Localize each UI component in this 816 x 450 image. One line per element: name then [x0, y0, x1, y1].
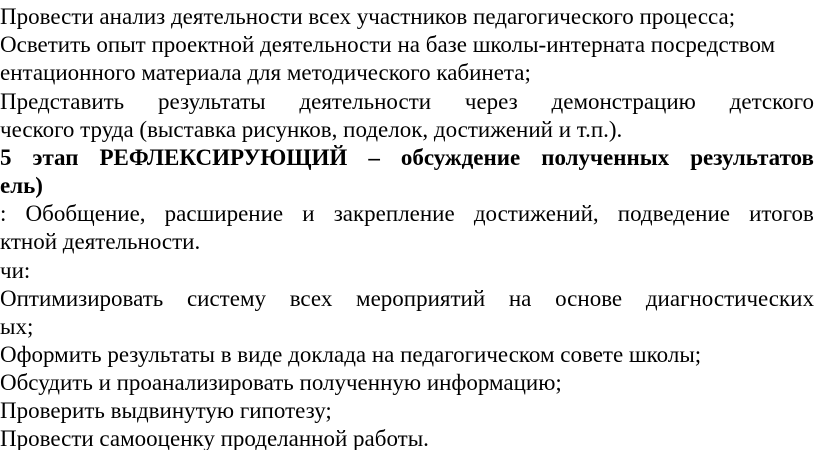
stage-heading-continued: ель): [0, 173, 43, 198]
word: систему: [186, 286, 266, 311]
text-line-5: ческого труда (выставка рисунков, поделок, достижений и т.п.).: [0, 117, 623, 142]
word: детского: [729, 89, 814, 114]
word: результаты: [157, 89, 266, 114]
word: итогов: [749, 201, 814, 226]
text-line-10: чи:: [0, 258, 31, 283]
word: деятельности: [299, 89, 432, 114]
text-line-1: Провести анализ деятельности всех участников педагогического процесса;: [0, 4, 736, 29]
text-line-12: ых;: [0, 314, 34, 339]
text-line-13: Оформить результаты в виде доклада на педагогическом совете школы;: [0, 342, 702, 367]
word: Представить: [0, 89, 125, 114]
word: диагностических: [645, 286, 814, 311]
word: полученных: [541, 145, 670, 170]
text-line-8: [0, 199, 814, 229]
word: РЕФЛЕКСИРУЮЩИЙ: [99, 145, 348, 170]
word: 5: [0, 145, 12, 170]
text-line-11: [0, 284, 814, 314]
word: достижений,: [473, 201, 599, 226]
word: расширение: [164, 201, 284, 226]
text-line-2: Осветить опыт проектной деятельности на базе школы-интерната посредством: [0, 32, 776, 57]
text-line-15: Проверить выдвинутую гипотезу;: [0, 398, 332, 423]
text-line-3: ентационного материала для методического кабинета;: [0, 60, 531, 85]
word: и: [302, 201, 315, 226]
word: мероприятий: [356, 286, 486, 311]
word: –: [368, 145, 380, 170]
word: Обобщение,: [25, 201, 146, 226]
word: Оптимизировать: [0, 286, 164, 311]
word: через: [464, 89, 518, 114]
word: этап: [32, 145, 79, 170]
text-line-9: ктной деятельности.: [0, 229, 201, 254]
word: основе: [555, 286, 623, 311]
word: :: [0, 201, 7, 226]
stage-heading: [0, 143, 814, 173]
word: закрепление: [333, 201, 455, 226]
word: всех: [289, 286, 333, 311]
word: демонстрацию: [551, 89, 696, 114]
word: на: [508, 286, 532, 311]
word: результатов: [690, 145, 814, 170]
text-line-14: Обсудить и проанализировать полученную информацию;: [0, 370, 562, 395]
text-line-4: [0, 87, 814, 117]
word: подведение: [617, 201, 730, 226]
text-line-16: Провести самооценку проделанной работы.: [0, 426, 429, 450]
word: обсуждение: [400, 145, 521, 170]
